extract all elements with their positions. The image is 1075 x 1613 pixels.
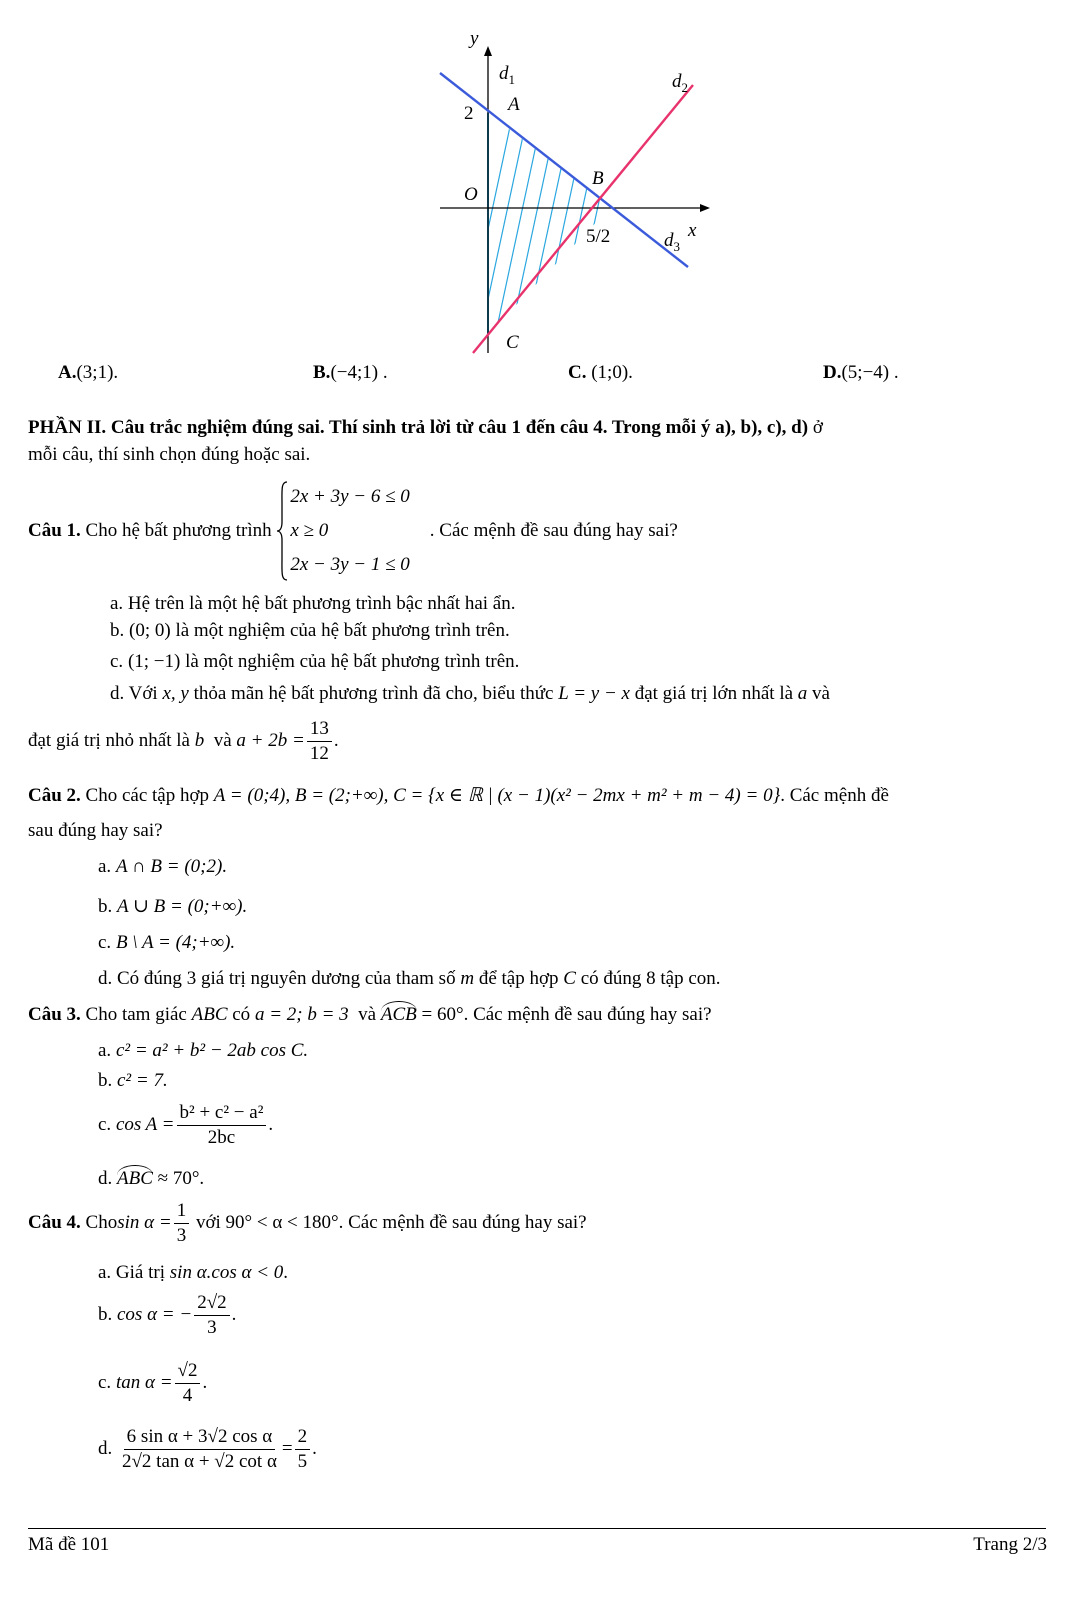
tick-label-5-2: 5/2 bbox=[586, 226, 611, 247]
footer-page-number: Trang 2/3 bbox=[973, 1534, 1047, 1555]
option-c: C. (1;0). bbox=[568, 362, 633, 383]
tick-label-2: 2 bbox=[464, 103, 474, 124]
q3-option-d: d. ABC ≈ 70°. bbox=[98, 1168, 204, 1190]
label-d3: $d_3$ bbox=[664, 230, 680, 254]
q4-option-d: d. $\frac{\text{6 sin α + 3√2 cos α}}{\text{2√2 tan α + √2 cot α}}$ = $\frac{2}{5}$ . bbox=[98, 1426, 317, 1472]
q1-option-a: a. Hệ trên là một hệ bất phương trình bậc nhất hai ẩn. bbox=[110, 593, 516, 614]
q1-option-b: b. (0; 0) là một nghiệm của hệ bất phương trình trên. bbox=[110, 620, 510, 641]
question-2-stem: Câu 2. Cho các tập hợp A = (0;4), B = (2;+∞), C = {x ∈ ℝ | (x − 1)(x² − 2mx + m² + m − 4) = 0}. Các mệnh đề bbox=[28, 785, 889, 806]
section-heading-line2: mỗi câu, thí sinh chọn đúng hoặc sai. bbox=[28, 444, 311, 465]
q3-option-a: a. c² = a² + b² − 2ab cos C. bbox=[98, 1040, 309, 1061]
q2-option-d: d. Có đúng 3 giá trị nguyên dương của tham số m để tập hợp C có đúng 8 tập con. bbox=[98, 968, 721, 989]
q1-option-c: c. (1; −1) là một nghiệm của hệ bất phương trình trên. bbox=[110, 651, 520, 672]
question-3-stem: Câu 3. Cho tam giác ABC có a = 2; b = 3 và ACB = 60°. Các mệnh đề sau đúng hay sai? bbox=[28, 1004, 712, 1026]
question-2-stem-line2: sau đúng hay sai? bbox=[28, 820, 163, 841]
label-d1: $d_1$ bbox=[499, 63, 515, 87]
y-axis-arrow bbox=[484, 46, 492, 56]
option-b: B.(−4;1) . bbox=[313, 362, 388, 383]
origin-label: O bbox=[464, 184, 478, 205]
q4-option-b: b. cos α = − $\frac{2√2}{3}$ . bbox=[98, 1292, 237, 1338]
question-1-stem: Câu 1. Cho hệ bất phương trình 2x + 3y − 6 ≤ 0 x ≥ 0 2x − 3y − 1 ≤ 0 . Các mệnh đề sau đúng hay sai? bbox=[28, 480, 678, 582]
section-heading: PHẦN II. Câu trắc nghiệm đúng sai. Thí sinh trả lời từ câu 1 đến câu 4. Trong mỗi ý a), b), c), d) ở bbox=[28, 417, 823, 438]
footer-exam-code: Mã đề 101 bbox=[28, 1534, 110, 1555]
hatched-region bbox=[460, 80, 670, 355]
q2-option-b: b. A ∪ B = (0;+∞). bbox=[98, 896, 248, 917]
y-axis-label: y bbox=[470, 28, 479, 49]
line-d1 bbox=[440, 73, 688, 267]
inequality-system: 2x + 3y − 6 ≤ 0 x ≥ 0 2x − 3y − 1 ≤ 0 bbox=[276, 480, 409, 582]
question-4-stem: Câu 4. Cho sin α = $\frac{1}{3}$ với 90° < α < 180° . Các mệnh đề sau đúng hay sai? bbox=[28, 1200, 587, 1246]
q3-option-c: c. cos A = $\frac{\text{b² + c² − a²}}{2bc}$ . bbox=[98, 1102, 274, 1148]
q2-option-c: c. B \ A = (4;+∞). bbox=[98, 932, 236, 953]
q4-option-c: c. tan α = $\frac{√2}{4}$ . bbox=[98, 1360, 208, 1406]
q4-option-a: a. Giá trị sin α.cos α < 0. bbox=[98, 1262, 289, 1283]
x-axis-label: x bbox=[688, 220, 697, 241]
option-d: D.(5;−4) . bbox=[823, 362, 899, 383]
option-a: A.(3;1). bbox=[58, 362, 119, 383]
coordinate-graph bbox=[420, 20, 730, 355]
q2-option-a: a. A ∩ B = (0;2). bbox=[98, 856, 228, 877]
q1-option-d-line2: đạt giá trị nhỏ nhất là b và a + 2b = $\frac{13}{12}$ . bbox=[28, 718, 339, 764]
q3-option-b: b. c² = 7. bbox=[98, 1070, 168, 1091]
point-label-b: B bbox=[592, 168, 604, 189]
q1-option-d: d. Với x, y thỏa mãn hệ bất phương trình đã cho, biểu thức L = y − x đạt giá trị lớn nhất là a và bbox=[110, 683, 830, 704]
x-axis-arrow bbox=[700, 204, 710, 212]
point-label-c: C bbox=[506, 332, 519, 353]
label-d2: $d_2$ bbox=[672, 71, 688, 95]
point-label-a: A bbox=[508, 94, 520, 115]
footer-rule bbox=[28, 1528, 1046, 1529]
